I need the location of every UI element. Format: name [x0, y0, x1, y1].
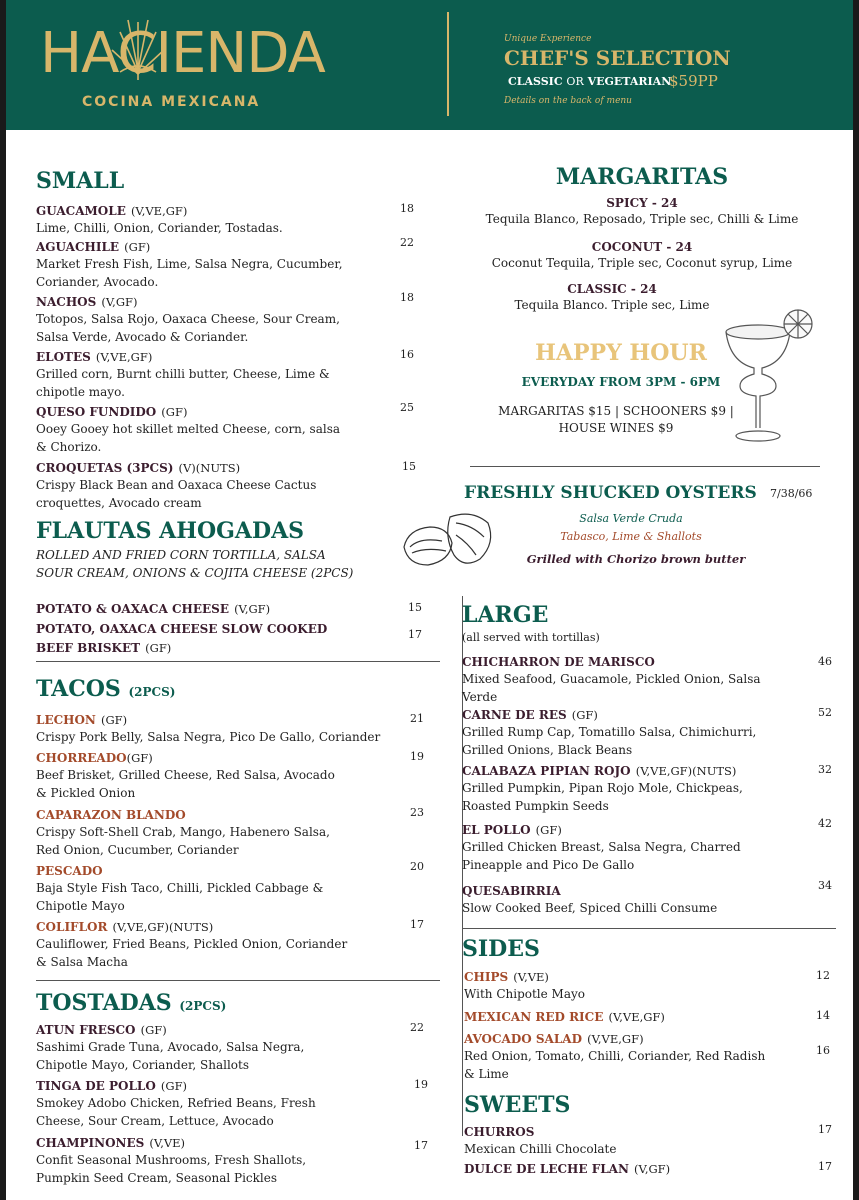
item-price: 17	[414, 1139, 428, 1152]
item-desc: Mixed Seafood, Guacamole, Pickled Onion, Salsa	[462, 672, 761, 686]
item-desc: Pumpkin Seed Cream, Seasonal Pickles	[36, 1171, 278, 1185]
item-tags: (GF)	[535, 823, 562, 837]
item-desc: Verde	[462, 690, 498, 704]
item-tags: (V)(NUTS)	[178, 461, 241, 475]
item-name: CHIPS	[464, 970, 509, 984]
item-name: COCONUT - 24	[591, 240, 693, 254]
item-desc: Grilled Onions, Black Beans	[462, 743, 633, 757]
item-price: 15	[408, 601, 422, 614]
item-desc: & Pickled Onion	[36, 786, 136, 800]
item-price: 17	[410, 918, 424, 931]
item-tags: (V,VE,GF)	[608, 1010, 665, 1024]
chef-options	[508, 75, 671, 88]
menu-item	[36, 401, 408, 456]
item-price: 14	[816, 1009, 830, 1022]
item-name: CHURROS	[464, 1125, 535, 1139]
item-tags: (GF)	[101, 713, 128, 727]
menu-item	[36, 1019, 408, 1074]
item-desc: Red Onion, Tomato, Chilli, Coriander, Red Radish	[464, 1049, 766, 1063]
item-desc: Crispy Soft-Shell Crab, Mango, Habenero Salsa,	[36, 825, 330, 839]
item-name: QUESO FUNDIDO	[36, 405, 157, 419]
item-desc: Cauliflower, Fried Beans, Pickled Onion, Coriander	[36, 937, 348, 951]
brand-logo: HACIENDA	[40, 21, 325, 86]
item-desc: Lime, Chilli, Onion, Coriander, Tostadas.	[36, 221, 283, 235]
chef-option-vegetarian: VEGETARIAN	[587, 75, 672, 88]
item-desc: Roasted Pumpkin Seeds	[462, 799, 609, 813]
item-tags: (V,VE,GF)	[95, 350, 153, 364]
item-name: POTATO & OAXACA CHEESE	[36, 602, 229, 616]
section-title-tostadas	[36, 990, 226, 1016]
item-price: 16	[400, 348, 414, 361]
item-desc: Red Onion, Cucumber, Coriander	[36, 843, 239, 857]
happy-hour-title: HAPPY HOUR	[535, 340, 707, 366]
item-name: EL POLLO	[462, 823, 531, 837]
item-name: NACHOS	[36, 295, 97, 309]
section-title-small: SMALL	[36, 168, 125, 194]
menu-item	[36, 1075, 408, 1130]
item-desc: Market Fresh Fish, Lime, Salsa Negra, Cucumber,	[36, 257, 343, 271]
item-desc: Grilled corn, Burnt chilli butter, Cheese, Lime &	[36, 367, 330, 381]
oyster-option: Tabasco, Lime & Shallots	[560, 530, 702, 543]
section-title-tacos	[36, 676, 175, 702]
header-divider	[447, 12, 449, 116]
menu-item	[36, 346, 408, 401]
item-desc: With Chipotle Mayo	[464, 987, 586, 1001]
oysters-title: FRESHLY SHUCKED OYSTERS	[464, 483, 757, 503]
item-desc: & Salsa Macha	[36, 955, 128, 969]
menu-item	[464, 1028, 784, 1083]
item-desc: Smokey Adobo Chicken, Refried Beans, Fresh	[36, 1096, 316, 1110]
item-tags: (V,VE)	[513, 970, 549, 984]
item-name: AGUACHILE	[36, 240, 120, 254]
menu-item	[36, 709, 408, 746]
item-name: CAPARAZON BLANDO	[36, 808, 186, 822]
item-price: 52	[818, 706, 832, 719]
item-price: 22	[400, 236, 414, 249]
item-tags: (V,GF)	[634, 1162, 671, 1176]
item-desc: Chipotle Mayo, Coriander, Shallots	[36, 1058, 249, 1072]
item-name: CARNE DE RES	[462, 708, 567, 722]
item-name: CHORREADO	[36, 751, 127, 765]
item-desc: Crispy Pork Belly, Salsa Negra, Pico De Gallo, Coriander	[36, 730, 381, 744]
item-desc: croquettes, Avocado cream	[36, 496, 202, 510]
flautas-desc: ROLLED AND FRIED CORN TORTILLA, SALSA	[36, 548, 326, 562]
section-title-margaritas: MARGARITAS	[555, 164, 729, 190]
item-desc: & Lime	[464, 1067, 509, 1081]
item-name: CHAMPINONES	[36, 1136, 145, 1150]
item-desc: Pineapple and Pico De Gallo	[462, 858, 635, 872]
tostadas-title: TOSTADAS	[36, 990, 172, 1016]
divider	[470, 466, 820, 467]
item-name: CHICHARRON DE MARISCO	[462, 655, 655, 669]
item-name: ATUN FRESCO	[36, 1023, 136, 1037]
item-price: 16	[816, 1044, 830, 1057]
happy-hour-prices: HOUSE WINES $9	[558, 421, 674, 435]
menu-item	[462, 880, 782, 917]
item-price: 32	[818, 763, 832, 776]
divider	[462, 928, 836, 929]
item-name: LECHON	[36, 713, 96, 727]
item-tags: (V,VE,GF)	[130, 204, 188, 218]
menu-item	[36, 598, 408, 617]
item-desc: Tequila Blanco. Triple sec, Lime	[514, 298, 710, 312]
item-price: 20	[410, 860, 424, 873]
item-tags: (V,VE,GF)(NUTS)	[112, 920, 214, 934]
item-desc: Sashimi Grade Tuna, Avocado, Salsa Negra,	[36, 1040, 305, 1054]
item-price: 46	[818, 655, 832, 668]
item-name: CLASSIC - 24	[567, 282, 657, 296]
item-price: 23	[410, 806, 424, 819]
item-price: 12	[816, 969, 830, 982]
flautas-desc: SOUR CREAM, ONIONS & COJITA CHEESE (2PCS)	[36, 566, 354, 580]
item-desc: Coriander, Avocado.	[36, 275, 159, 289]
item-tags: (V,VE)	[149, 1136, 186, 1150]
item-price: 25	[400, 401, 414, 414]
item-desc: Totopos, Salsa Rojo, Oaxaca Cheese, Sour Cream,	[36, 312, 340, 326]
item-name: TINGA DE POLLO	[36, 1079, 156, 1093]
menu-item	[462, 760, 782, 815]
chef-kicker: Unique Experience	[504, 34, 592, 44]
item-desc: Coconut Tequila, Triple sec, Coconut syrup, Lime	[491, 256, 793, 270]
item-desc: Ooey Gooey hot skillet melted Cheese, corn, salsa	[36, 422, 341, 436]
item-desc: Beef Brisket, Grilled Cheese, Red Salsa, Avocado	[36, 768, 335, 782]
item-desc: Cheese, Sour Cream, Lettuce, Avocado	[36, 1114, 274, 1128]
chef-price: $59PP	[669, 72, 718, 90]
item-tags: (V,VE,GF)	[587, 1032, 644, 1046]
item-name: ELOTES	[36, 350, 91, 364]
item-desc: Grilled Pumpkin, Pipan Rojo Mole, Chickpeas,	[462, 781, 743, 795]
item-price: 15	[402, 460, 416, 473]
tostadas-pcs: (2PCS)	[179, 999, 227, 1013]
item-price: 18	[400, 202, 414, 215]
item-price: 17	[408, 628, 422, 641]
item-name: CALABAZA PIPIAN ROJO	[462, 764, 631, 778]
item-desc: Confit Seasonal Mushrooms, Fresh Shallots,	[36, 1153, 307, 1167]
happy-hour-prices: MARGARITAS $15 | SCHOONERS $9 |	[498, 404, 734, 418]
item-name: MEXICAN RED RICE	[464, 1010, 604, 1024]
item-desc: Grilled Rump Cap, Tomatillo Salsa, Chimichurri,	[462, 725, 757, 739]
item-price: 21	[410, 712, 424, 725]
menu-item	[462, 704, 782, 759]
menu-item	[36, 200, 408, 237]
menu-item	[462, 651, 782, 706]
item-desc: Mexican Chilli Chocolate	[464, 1142, 617, 1156]
item-desc: Baja Style Fish Taco, Chilli, Pickled Cabbage &	[36, 881, 324, 895]
section-title-flautas: FLAUTAS AHOGADAS	[36, 518, 305, 544]
divider	[36, 661, 440, 662]
item-tags: (V,GF)	[101, 295, 138, 309]
oyster-icon	[398, 503, 498, 575]
item-desc: Tequila Blanco, Reposado, Triple sec, Chilli & Lime	[485, 212, 799, 226]
happy-hour-time: EVERYDAY FROM 3PM - 6PM	[521, 375, 721, 389]
item-tags: (GF)	[160, 1079, 188, 1093]
menu-item	[464, 1121, 784, 1158]
menu-item	[36, 747, 408, 802]
margarita-item	[472, 240, 812, 272]
item-name-line2: BEEF BRISKET	[36, 641, 141, 655]
item-name: CROQUETAS (3PCS)	[36, 461, 174, 475]
large-note: (all served with tortillas)	[462, 631, 600, 644]
menu-item	[36, 916, 408, 971]
menu-item	[36, 236, 408, 291]
item-tags: (GF)	[161, 405, 188, 419]
tacos-pcs: (2PCS)	[128, 685, 176, 699]
item-name: POTATO, OAXACA CHEESE SLOW COOKED	[36, 622, 328, 636]
menu-item	[36, 618, 408, 656]
item-price: 17	[818, 1160, 832, 1173]
menu-item	[464, 1158, 784, 1177]
item-desc: Crispy Black Bean and Oaxaca Cheese Cactus	[36, 478, 317, 492]
margarita-item	[462, 282, 762, 314]
menu-item	[36, 804, 408, 859]
item-tags: (GF)	[145, 641, 172, 655]
item-desc: Slow Cooked Beef, Spiced Chilli Consume	[462, 901, 718, 915]
item-name: DULCE DE LECHE FLAN	[464, 1162, 629, 1176]
item-price: 42	[818, 817, 832, 830]
item-desc: chipotle mayo.	[36, 385, 125, 399]
chef-selection-title: CHEF'S SELECTION	[504, 46, 731, 70]
item-name: QUESABIRRIA	[462, 884, 561, 898]
divider	[36, 980, 440, 981]
item-name: PESCADO	[36, 864, 103, 878]
section-title-sides: SIDES	[462, 936, 540, 962]
menu-item	[36, 291, 408, 346]
item-price: 19	[410, 750, 424, 763]
item-desc: Grilled Chicken Breast, Salsa Negra, Charred	[462, 840, 741, 854]
oyster-option: Grilled with Chorizo brown butter	[526, 552, 746, 566]
margarita-item	[472, 196, 812, 228]
agave-icon	[106, 12, 170, 82]
menu-item	[36, 1132, 408, 1187]
menu-item	[464, 1006, 784, 1025]
menu-page	[6, 0, 853, 1200]
menu-item	[464, 966, 784, 1003]
item-name: AVOCADO SALAD	[464, 1032, 583, 1046]
header-banner	[6, 0, 853, 130]
section-title-large: LARGE	[462, 602, 549, 628]
oysters-prices: 7/38/66	[770, 487, 813, 500]
item-name: GUACAMOLE	[36, 204, 126, 218]
menu-item	[36, 457, 408, 512]
chef-option-or: OR	[566, 75, 584, 88]
item-tags: (GF)	[124, 240, 151, 254]
item-tags: (V,VE,GF)(NUTS)	[635, 764, 737, 778]
item-desc: Salsa Verde, Avocado & Coriander.	[36, 330, 249, 344]
item-tags: (GF)	[126, 751, 153, 765]
item-tags: (V,GF)	[234, 602, 271, 616]
brand-subtitle: COCINA MEXICANA	[82, 94, 261, 110]
item-name: COLIFLOR	[36, 920, 108, 934]
item-price: 17	[818, 1123, 832, 1136]
menu-item	[462, 819, 782, 874]
tacos-title: TACOS	[36, 676, 121, 702]
oyster-option: Salsa Verde Cruda	[579, 512, 683, 525]
chef-details-note: Details on the back of menu	[504, 96, 632, 106]
item-price: 19	[414, 1078, 428, 1091]
chef-option-classic: CLASSIC	[508, 75, 563, 88]
item-name: SPICY - 24	[606, 196, 678, 210]
menu-item	[36, 860, 408, 915]
item-tags: (GF)	[571, 708, 598, 722]
section-title-sweets: SWEETS	[464, 1092, 571, 1118]
item-price: 22	[410, 1021, 424, 1034]
item-desc: & Chorizo.	[36, 440, 102, 454]
item-tags: (GF)	[140, 1023, 167, 1037]
item-price: 34	[818, 879, 832, 892]
item-desc: Chipotle Mayo	[36, 899, 125, 913]
item-price: 18	[400, 291, 414, 304]
